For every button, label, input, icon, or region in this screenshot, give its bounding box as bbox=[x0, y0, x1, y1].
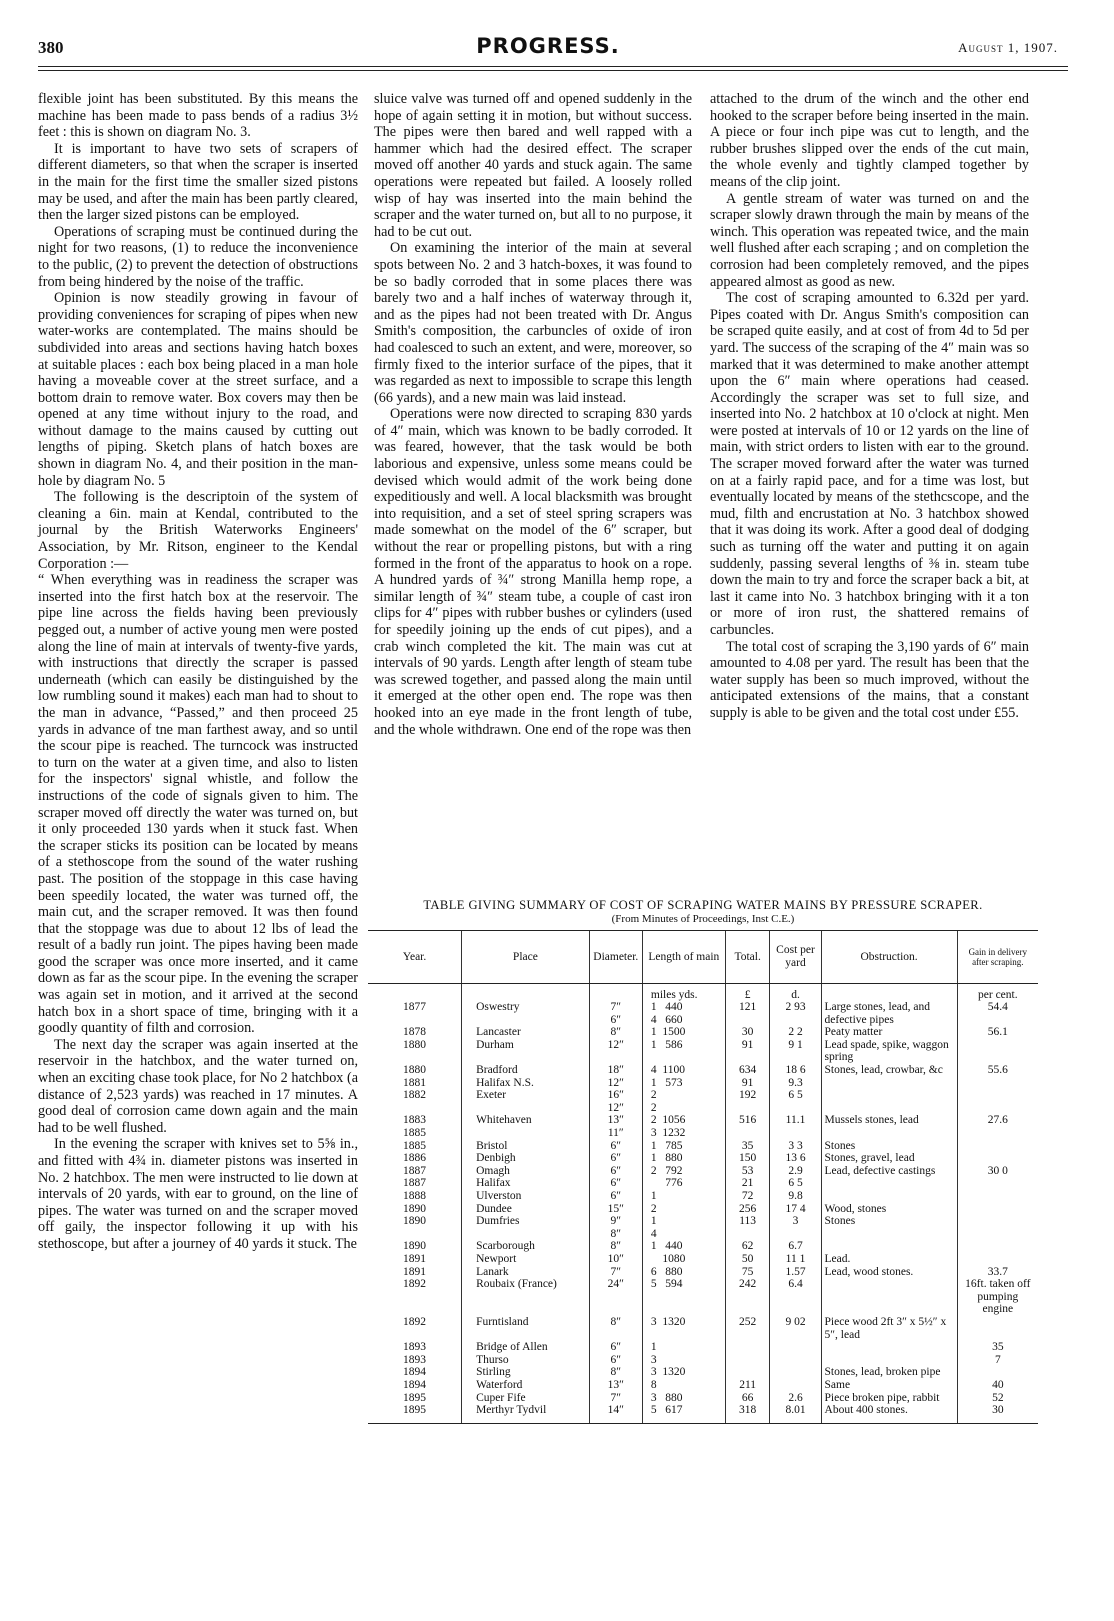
cell-gain bbox=[957, 1089, 1038, 1114]
cell-length: 1 440 4 660 bbox=[642, 1001, 725, 1026]
cell-cost-per-yard: 6.4 bbox=[770, 1278, 821, 1316]
cell-cost-per-yard: 11 1 bbox=[770, 1253, 821, 1266]
paragraph: sluice valve was turned off and opened suddenly in the hope of again setting it in motion, but without success. The pipes were then bared and well rapped with a hammer which had the desired effect. The scraper moved off another 40 yards and stuck again. The same operations were repeated but failed. A loosely rolled wisp of hay was inserted into the main behind the scraper and the water turned on, but all to no purpose, it had to be cut out. bbox=[374, 91, 692, 240]
unit-year bbox=[368, 989, 462, 1002]
cell-length: 1 4 bbox=[642, 1215, 725, 1240]
cell-diameter: 7″ 6″ bbox=[589, 1001, 642, 1026]
cell-year: 1890 bbox=[403, 1240, 427, 1253]
cell-place: Oswestry bbox=[462, 1001, 590, 1026]
cell-total: 150 bbox=[725, 1152, 770, 1165]
cell-gain bbox=[957, 1240, 1038, 1253]
cell-length: 8 bbox=[642, 1379, 725, 1392]
cell-obstruction: Large stones, lead, and defective pipes bbox=[821, 1001, 957, 1026]
cell-diameter: 8″ bbox=[589, 1026, 642, 1039]
cell-obstruction: Wood, stones bbox=[821, 1203, 957, 1216]
cell-year: 1888 bbox=[403, 1190, 427, 1202]
cell-diameter: 12″ bbox=[589, 1039, 642, 1064]
cell-place: Newport bbox=[462, 1253, 590, 1266]
cell-obstruction bbox=[821, 1077, 957, 1090]
cell-year: 1880 bbox=[403, 1064, 427, 1077]
cell-place: Dumfries bbox=[462, 1215, 590, 1240]
cell-length: 6 880 bbox=[642, 1266, 725, 1279]
cell-diameter: 6″ bbox=[589, 1177, 642, 1190]
cell-length: 1 573 bbox=[642, 1077, 725, 1090]
paragraph: A gentle stream of water was turned on and the scraper slowly drawn through the main by means of the winch. This operation was repeated twice, and the main well flushed after each scraping ; and on completion the corrosion had been completely removed, and the pipes appeared almost as good as new. bbox=[710, 190, 1029, 290]
cell-length: 2 1056 3 1232 bbox=[642, 1114, 725, 1139]
cell-length: 1 785 bbox=[642, 1140, 725, 1153]
table-row bbox=[368, 1152, 1038, 1165]
table-row bbox=[368, 1001, 1038, 1026]
header-rule bbox=[38, 66, 1068, 67]
col-header-place: Place bbox=[462, 931, 590, 984]
cell-length: 2 bbox=[642, 1203, 725, 1216]
cell-total: 516 bbox=[725, 1114, 770, 1139]
table-row bbox=[368, 1253, 1038, 1266]
cell-cost-per-yard: 9 1 bbox=[770, 1039, 821, 1064]
cell-diameter: 18″ bbox=[589, 1064, 642, 1077]
col-header-total: Total. bbox=[725, 931, 770, 984]
cell-obstruction: Stones bbox=[821, 1215, 957, 1240]
cell-obstruction bbox=[821, 1354, 957, 1367]
cell-gain bbox=[957, 1253, 1038, 1266]
cell-year: 1890 bbox=[403, 1215, 427, 1228]
cell-diameter: 6″ bbox=[589, 1140, 642, 1153]
cell-place: Roubaix (France) bbox=[462, 1278, 590, 1316]
cell-place: Denbigh bbox=[462, 1152, 590, 1165]
cell-gain bbox=[957, 1152, 1038, 1165]
unit-diameter bbox=[589, 989, 642, 1002]
cell-obstruction: About 400 stones. bbox=[821, 1404, 957, 1423]
cell-total: 75 bbox=[725, 1266, 770, 1279]
cell-year: 1877 bbox=[403, 1001, 427, 1014]
paragraph: On examining the interior of the main at several spots between No. 2 and 3 hatch-boxes, it was found to be so badly corroded that in some places there was barely two and a half inches of waterway through it, and as the pipes had not been treated with Dr. Angus Smith's composition, the carbuncles of oxide of iron had coalesced to such an extent, and were, moreover, so firmly fixed to the interior surface of the pipes, that it was regarded as next to impossible to scrape this length (66 yards), and a new main was laid instead. bbox=[374, 240, 692, 406]
cell-gain: 35 bbox=[957, 1341, 1038, 1354]
cell-place: Bristol bbox=[462, 1140, 590, 1153]
cost-summary-table bbox=[368, 930, 1038, 1424]
cell-year: 1887 bbox=[403, 1177, 427, 1190]
cell-diameter: 6″ bbox=[589, 1354, 642, 1367]
table-title: TABLE GIVING SUMMARY OF COST OF SCRAPING WATER MAINS BY PRESSURE SCRAPER. bbox=[423, 898, 983, 912]
cell-total: 30 bbox=[725, 1026, 770, 1039]
cell-gain: 52 bbox=[957, 1392, 1038, 1405]
table-row bbox=[368, 1404, 1038, 1423]
unit-total: £ bbox=[725, 989, 770, 1002]
cell-obstruction: Stones, lead, crowbar, &c bbox=[821, 1064, 957, 1077]
cell-total: 121 bbox=[725, 1001, 770, 1026]
table-row bbox=[368, 1177, 1038, 1190]
cell-place: Halifax N.S. bbox=[462, 1077, 590, 1090]
cell-cost-per-yard: 9.8 bbox=[770, 1190, 821, 1203]
cell-diameter: 13″ 11″ bbox=[589, 1114, 642, 1139]
cell-year: 1882 bbox=[403, 1089, 427, 1102]
cell-gain: 55.6 bbox=[957, 1064, 1038, 1077]
cell-diameter: 12″ bbox=[589, 1077, 642, 1090]
cell-year: 1886 bbox=[403, 1152, 427, 1165]
cell-cost-per-yard: 13 6 bbox=[770, 1152, 821, 1165]
page-number: 380 bbox=[38, 38, 64, 57]
cell-total: 66 bbox=[725, 1392, 770, 1405]
cell-place: Merthyr Tydvil bbox=[462, 1404, 590, 1423]
cell-cost-per-yard: 11.1 bbox=[770, 1114, 821, 1139]
cell-cost-per-yard: 17 4 bbox=[770, 1203, 821, 1216]
paragraph: The cost of scraping amounted to 6.32d per yard. Pipes coated with Dr. Angus Smith's composition can be scraped quite easily, and at cost of from 4d to 5d per yard. The success of the scraping of the 4″ main was so marked that it was determined to make another attempt upon the 6″ main where operations had ceased. Accordingly the scraper was set to full size, and inserted into No. 2 hatchbox at 10 o'clock at night. Men were posted at intervals of 10 or 12 yards on the line of main, with strict orders to listen with ear to the ground. The scraper moved forward after the water was turned on at a fairly rapid pace, and for a time was lost, but eventually located by means of the stethcscope, and the mud, filth and encrustation at No. 3 hatchbox showed that it was doing its work. After a good deal of dodging such as turning off the water and putting it on again suddenly, passing several lengths of ⅜ in. steam tube down the main to try and force the scraper back a bit, at last it came into No. 3 hatchbox bringing with it a ton or more of iron rust, the shattered remains of carbuncles. bbox=[710, 290, 1029, 638]
col-header-diameter: Diameter. bbox=[589, 931, 642, 984]
cell-place: Scarborough bbox=[462, 1240, 590, 1253]
cell-total: 50 bbox=[725, 1253, 770, 1266]
journal-title: PROGRESS. bbox=[476, 34, 620, 58]
cell-total: 211 bbox=[725, 1379, 770, 1392]
cell-year: 1894 bbox=[403, 1366, 427, 1379]
table-header-row bbox=[368, 931, 1038, 984]
cell-place: Lanark bbox=[462, 1266, 590, 1279]
paragraph: Operations were now directed to scraping 830 yards of 4″ main, which was known to be badly corroded. It was feared, however, that the task would be both laborious and expensive, unless some means could be devised which would admit of the work being done expeditiously and well. A local blacksmith was brought into requisition, and a set of steel spring scrapers was made somewhat on the model of the 6″ scraper, but without the rear or propelling pistons, but with a ring formed in the front of the apparatus to hook on a rope. A hundred yards of ¾″ strong Manilla hemp rope, a similar length of ¾″ steam tube, a couple of cast iron clips for 4″ pipes with rubber bushes or cylinders (used for speedily joining up the ends of cut pipes), and a crab winch completed the kit. The main was cut at intervals of 90 yards. Length after length of steam tube was screwed together, and passed along the main until it emerged at the other open end. The rope was then hooked into an eye made in the front length of tube, and the whole withdrawn. One end of the rope was then bbox=[374, 406, 692, 738]
cell-length: 4 1100 bbox=[642, 1064, 725, 1077]
cell-obstruction: Lead, defective castings bbox=[821, 1165, 957, 1178]
cell-obstruction bbox=[821, 1341, 957, 1354]
cell-place: Ulverston bbox=[462, 1190, 590, 1203]
cell-place: Cuper Fife bbox=[462, 1392, 590, 1405]
cell-year: 1885 bbox=[403, 1139, 427, 1152]
cell-gain bbox=[957, 1203, 1038, 1216]
cell-total: 318 bbox=[725, 1404, 770, 1423]
table-row bbox=[368, 1341, 1038, 1354]
cell-gain: 16ft. taken off pumping engine bbox=[957, 1278, 1038, 1316]
cell-place: Durham bbox=[462, 1039, 590, 1064]
cell-cost-per-yard bbox=[770, 1354, 821, 1367]
cell-gain: 7 bbox=[957, 1354, 1038, 1367]
cell-obstruction: Same bbox=[821, 1379, 957, 1392]
table-row bbox=[368, 1366, 1038, 1379]
cell-obstruction: Lead, wood stones. bbox=[821, 1266, 957, 1279]
cell-cost-per-yard bbox=[770, 1366, 821, 1379]
cell-total: 72 bbox=[725, 1190, 770, 1203]
cell-gain bbox=[957, 1140, 1038, 1153]
col-header-year: Year. bbox=[368, 931, 462, 984]
cell-place: Whitehaven bbox=[462, 1114, 590, 1139]
cell-gain: 40 bbox=[957, 1379, 1038, 1392]
cell-cost-per-yard: 6 5 bbox=[770, 1177, 821, 1190]
cell-place: Waterford bbox=[462, 1379, 590, 1392]
cell-diameter: 16″ 12″ bbox=[589, 1089, 642, 1114]
cell-obstruction: Stones, gravel, lead bbox=[821, 1152, 957, 1165]
cell-length: 3 bbox=[642, 1354, 725, 1367]
cell-year: 1891 bbox=[403, 1265, 427, 1278]
cell-length: 1 880 bbox=[642, 1152, 725, 1165]
cell-diameter: 7″ bbox=[589, 1266, 642, 1279]
article-column-1 bbox=[38, 91, 358, 1253]
cell-length: 776 bbox=[642, 1177, 725, 1190]
cell-cost-per-yard: 2.6 bbox=[770, 1392, 821, 1405]
paragraph: Operations of scraping must be continued during the night for two reasons, (1) to reduce the inconvenience to the public, (2) to prevent the detection of obstructions from being hindered by the noise of the traffic. bbox=[38, 223, 358, 290]
header-rule-2 bbox=[38, 70, 1068, 71]
cell-year: 1893 bbox=[403, 1353, 427, 1366]
cell-year: 1892 bbox=[403, 1315, 427, 1328]
table-row bbox=[368, 1165, 1038, 1178]
cell-place: Thurso bbox=[462, 1354, 590, 1367]
cell-length: 3 1320 bbox=[642, 1316, 725, 1341]
table-row bbox=[368, 1089, 1038, 1114]
cell-diameter: 6″ bbox=[589, 1190, 642, 1203]
cell-diameter: 9″ 8″ bbox=[589, 1215, 642, 1240]
cell-place: Lancaster bbox=[462, 1026, 590, 1039]
cost-summary-table-section bbox=[368, 898, 1038, 1424]
cell-year: 1895 bbox=[368, 1404, 462, 1423]
table-row bbox=[368, 1114, 1038, 1139]
cell-year: 1890 bbox=[403, 1202, 427, 1215]
col-header-length: Length of main bbox=[642, 931, 725, 984]
paragraph: In the evening the scraper with knives set to 5⅝ in., and fitted with 4¾ in. diameter pistons was inserted in No. 2 hatchbox. The men were instructed to lie down at intervals of 20 yards, with ear to ground, on the line of pipes. The water was turned on and the scraper moved off gaily, the inspector following it up with his stethoscope, but after a journey of 40 yards it stuck. The bbox=[38, 1136, 358, 1252]
cell-total: 192 bbox=[725, 1089, 770, 1114]
paragraph: attached to the drum of the winch and the other end hooked to the scraper before being inserted in the main. A piece or four inch pipe was cut to length, and the rubber brushes slipped over the ends of the cut main, the whole evenly and tightly clamped together by means of the clip joint. bbox=[710, 91, 1029, 190]
cell-obstruction: Lead. bbox=[821, 1253, 957, 1266]
table-row bbox=[368, 1266, 1038, 1279]
cell-year: 1893 bbox=[403, 1341, 427, 1354]
cell-total: 113 bbox=[725, 1215, 770, 1240]
table-row bbox=[368, 1240, 1038, 1253]
cell-obstruction: Stones, lead, broken pipe bbox=[821, 1366, 957, 1379]
paragraph: The next day the scraper was again inserted at the reservoir in the hatchbox, and the water turned on, when an exciting chase took place, for No 2 hatchbox (a distance of 2,523 yards) was reached in 17 minutes. A good deal of corrosion came down again and the main had to be well flushed. bbox=[38, 1036, 358, 1136]
cell-diameter: 7″ bbox=[589, 1392, 642, 1405]
cell-total: 256 bbox=[725, 1203, 770, 1216]
cell-obstruction bbox=[821, 1190, 957, 1203]
cell-total: 21 bbox=[725, 1177, 770, 1190]
col-header-cost: Cost per yard bbox=[770, 931, 821, 984]
cell-length: 3 880 bbox=[642, 1392, 725, 1405]
cell-diameter: 8″ bbox=[589, 1316, 642, 1341]
cell-length: 5 617 bbox=[642, 1404, 725, 1423]
cell-diameter: 13″ bbox=[589, 1379, 642, 1392]
cell-year: 1887 bbox=[403, 1164, 427, 1177]
paragraph: Opinion is now steadily growing in favour of providing conveniences for scraping of pipes when new water-works are contemplated. The mains should be subdivided into areas and sections having hatch boxes at suitable places : each box being placed in a man hole having a moveable cover at the street surface, and a bottom drain to remove water. Box covers may then be opened at any time without injury to the road, and without damage to the mains caused by cutting out lengths of piping. Sketch plans of hatch boxes are shown in diagram No. 4, and their position in the man-hole by diagram No. 5 bbox=[38, 290, 358, 489]
table-row bbox=[368, 1064, 1038, 1077]
cell-obstruction: Piece broken pipe, rabbit bbox=[821, 1392, 957, 1405]
cell-length: 1 440 bbox=[642, 1240, 725, 1253]
cell-gain bbox=[957, 1190, 1038, 1203]
paragraph: It is important to have two sets of scrapers of different diameters, so that when the scraper is inserted in the main for the first time the smaller sized pistons may be used, and after the main has been partly cleared, then the larger sized pistons can be employed. bbox=[38, 140, 358, 224]
cell-diameter: 6″ bbox=[589, 1165, 642, 1178]
cell-gain bbox=[957, 1316, 1038, 1341]
cell-diameter: 6″ bbox=[589, 1152, 642, 1165]
cell-year: 1881 bbox=[403, 1076, 427, 1089]
cell-gain: 30 0 bbox=[957, 1165, 1038, 1178]
cell-year: 1892 bbox=[403, 1278, 427, 1291]
table-row bbox=[368, 1278, 1038, 1316]
cell-length: 1 1500 bbox=[642, 1026, 725, 1039]
cell-cost-per-yard: 2 93 bbox=[770, 1001, 821, 1026]
cell-total: 634 bbox=[725, 1064, 770, 1077]
cell-cost-per-yard: 18 6 bbox=[770, 1064, 821, 1077]
cell-total bbox=[725, 1341, 770, 1354]
cell-obstruction bbox=[821, 1278, 957, 1316]
cell-gain bbox=[957, 1366, 1038, 1379]
col-header-gain: Gain in delivery after scraping. bbox=[957, 931, 1038, 984]
table-subtitle: (From Minutes of Proceedings, Inst C.E.) bbox=[611, 913, 795, 925]
cell-diameter: 8″ bbox=[589, 1366, 642, 1379]
paragraph: flexible joint has been substituted. By this means the machine has been made to pass bends of a radius 3½ feet : this is shown on diagram No. 3. bbox=[38, 91, 358, 141]
unit-length: miles yds. bbox=[642, 989, 725, 1002]
paragraph: “ When everything was in readiness the scraper was inserted into the first hatch box at the reservoir. The pipe line across the fields having been previously pegged out, a number of active young men were posted along the line of main at intervals of twenty-five yards, with instructions that directly the scraper is passed underneath (which can easily be distinguished by the low rumbling sound it makes) each man had to shout to the man in advance, “Passed,” and then proceed 25 yards in advance of tne man farthest away, and so until the scour pipe is reached. The turncock was instructed to turn on the water at a given time, and also to listen for the inspectors' signal whistle, and follow the instructions of the code of signals given to him. The scraper moved off directly the water was turned on, but it only proceeded 130 yards when it stuck fast. When the scraper sticks its position can be located by means of a stethoscope from the sound of the water rushing past. The position of the stoppage in this case having been speedily located, the water was turned off, the main cut, and the scraper removed. It was then found that the stoppage was due to about 12 lbs of lead the result of a badly run joint. The pipes having been made good the scraper was once more inserted, and it came down as far as the scour pipe. In the evening the scraper was again set in motion, and it arrived at the second hatch box in a short space of time, bringing with it a goodly quantity of filth and corrosion. bbox=[38, 572, 358, 1037]
issue-date: August 1, 1907. bbox=[958, 40, 1058, 55]
cell-obstruction: Mussels stones, lead bbox=[821, 1114, 957, 1139]
table-row bbox=[368, 1039, 1038, 1064]
table-row bbox=[368, 1379, 1038, 1392]
cell-cost-per-yard: 6 5 bbox=[770, 1089, 821, 1114]
cell-length: 2 2 bbox=[642, 1089, 725, 1114]
cell-gain bbox=[957, 1177, 1038, 1190]
cell-diameter: 14″ bbox=[589, 1404, 642, 1423]
cell-year: 1883 1885 bbox=[403, 1114, 427, 1140]
cell-place: Stirling bbox=[462, 1366, 590, 1379]
cell-year: 1895 bbox=[403, 1391, 427, 1404]
unit-gain: per cent. bbox=[957, 989, 1038, 1002]
cell-cost-per-yard: 1.57 bbox=[770, 1266, 821, 1279]
cell-place: Dundee bbox=[462, 1203, 590, 1216]
cell-place: Halifax bbox=[462, 1177, 590, 1190]
cell-gain: 27.6 bbox=[957, 1114, 1038, 1139]
cell-cost-per-yard: 3 3 bbox=[770, 1140, 821, 1153]
cell-length: 2 792 bbox=[642, 1165, 725, 1178]
cell-cost-per-yard bbox=[770, 1379, 821, 1392]
cell-obstruction: Lead spade, spike, waggon spring bbox=[821, 1039, 957, 1064]
cell-diameter: 15″ bbox=[589, 1203, 642, 1216]
cell-gain: 56.1 bbox=[957, 1026, 1038, 1039]
cell-obstruction bbox=[821, 1089, 957, 1114]
table-row bbox=[368, 1026, 1038, 1039]
cell-place: Bradford bbox=[462, 1064, 590, 1077]
cell-total: 91 bbox=[725, 1039, 770, 1064]
cell-place: Bridge of Allen bbox=[462, 1341, 590, 1354]
cell-total: 62 bbox=[725, 1240, 770, 1253]
cell-gain bbox=[957, 1077, 1038, 1090]
cell-obstruction bbox=[821, 1177, 957, 1190]
cell-cost-per-yard: 9 02 bbox=[770, 1316, 821, 1341]
table-row bbox=[368, 1077, 1038, 1090]
cell-total: 252 bbox=[725, 1316, 770, 1341]
unit-obstruction bbox=[821, 989, 957, 1002]
cell-place: Omagh bbox=[462, 1165, 590, 1178]
table-units-row bbox=[368, 989, 1038, 1002]
cell-diameter: 24″ bbox=[589, 1278, 642, 1316]
cell-cost-per-yard: 2 2 bbox=[770, 1026, 821, 1039]
cell-gain: 33.7 bbox=[957, 1266, 1038, 1279]
cell-diameter: 10″ bbox=[589, 1253, 642, 1266]
cell-total: 242 bbox=[725, 1278, 770, 1316]
cell-place: Exeter bbox=[462, 1089, 590, 1114]
cell-cost-per-yard: 2.9 bbox=[770, 1165, 821, 1178]
table-row bbox=[368, 1190, 1038, 1203]
cell-gain: 54.4 bbox=[957, 1001, 1038, 1026]
table-body bbox=[368, 984, 1038, 1424]
cell-cost-per-yard: 3 bbox=[770, 1215, 821, 1240]
cell-total: 35 bbox=[725, 1140, 770, 1153]
unit-place bbox=[462, 989, 590, 1002]
cell-total: 91 bbox=[725, 1077, 770, 1090]
col-header-obstruction: Obstruction. bbox=[821, 931, 957, 984]
table-row bbox=[368, 1203, 1038, 1216]
cell-length: 1 bbox=[642, 1190, 725, 1203]
cell-cost-per-yard: 6.7 bbox=[770, 1240, 821, 1253]
table-row bbox=[368, 1140, 1038, 1153]
cell-gain: 30 bbox=[957, 1404, 1038, 1423]
cell-length: 3 1320 bbox=[642, 1366, 725, 1379]
page-header bbox=[38, 34, 1058, 66]
table-row bbox=[368, 1392, 1038, 1405]
paragraph: The following is the descriptoin of the system of cleaning a 6in. main at Kendal, contributed to the journal by the British Waterworks Engineers' Association, by Mr. Ritson, engineer to the Kendal Corporation :— bbox=[38, 489, 358, 572]
cell-total bbox=[725, 1366, 770, 1379]
table-row bbox=[368, 1354, 1038, 1367]
cell-total bbox=[725, 1354, 770, 1367]
cell-obstruction: Peaty matter bbox=[821, 1026, 957, 1039]
table-row bbox=[368, 1215, 1038, 1240]
cell-diameter: 6″ bbox=[589, 1341, 642, 1354]
unit-cost: d. bbox=[770, 989, 821, 1002]
cell-year: 1878 bbox=[403, 1026, 427, 1039]
cell-obstruction: Stones bbox=[821, 1140, 957, 1153]
cell-cost-per-yard: 8.01 bbox=[770, 1404, 821, 1423]
article-column-2 bbox=[374, 91, 692, 738]
cell-obstruction: Piece wood 2ft 3″ x 5½″ x 5″, lead bbox=[821, 1316, 957, 1341]
cell-gain bbox=[957, 1039, 1038, 1064]
cell-place: Furntisland bbox=[462, 1316, 590, 1341]
cell-diameter: 8″ bbox=[589, 1240, 642, 1253]
cell-total: 53 bbox=[725, 1165, 770, 1178]
cell-gain bbox=[957, 1215, 1038, 1240]
cell-length: 1080 bbox=[642, 1253, 725, 1266]
cell-cost-per-yard: 9.3 bbox=[770, 1077, 821, 1090]
cell-length: 1 bbox=[642, 1341, 725, 1354]
cell-length: 5 594 bbox=[642, 1278, 725, 1316]
paragraph: The total cost of scraping the 3,190 yards of 6″ main amounted to 4.08 per yard. The result has been that the water supply has been so much improved, without the anticipated extensions of the mains, that a constant supply is able to be given and the total cost under £55. bbox=[710, 638, 1029, 721]
cell-year: 1894 bbox=[403, 1378, 427, 1391]
table-row bbox=[368, 1316, 1038, 1341]
cell-year: 1880 bbox=[403, 1038, 427, 1051]
article-column-3 bbox=[710, 91, 1029, 722]
cell-cost-per-yard bbox=[770, 1341, 821, 1354]
cell-year: 1891 bbox=[403, 1252, 427, 1265]
cell-length: 1 586 bbox=[642, 1039, 725, 1064]
cell-obstruction bbox=[821, 1240, 957, 1253]
